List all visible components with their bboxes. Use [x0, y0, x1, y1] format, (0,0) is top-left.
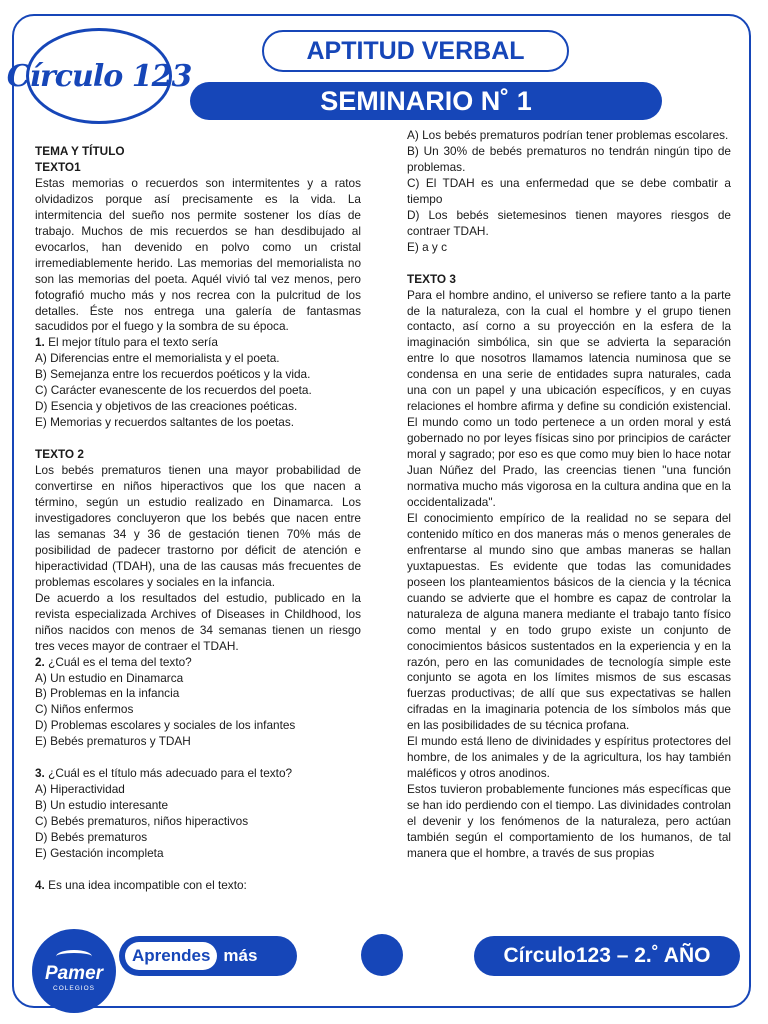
texto3-paragraph-1: Para el hombre andino, el universo se refiere tanto a la parte de la naturaleza, con la cual el hombre y el grupo tienen contacto, así corno a su proyección en la esfera de la imaginación simbólica, sin que se advierta la separación entre lo que nosotros llamamos latencia numinosa que se condensa en una serie de entidades supra naturales, cada una con un papel y una ubicación específicos, y en cuyas relaciones el hombre afirma y define su condición existencial. El mundo como un todo pertenece a un orden moral y está gobernado no por leyes físicas sino por principios de carácter moral y sagrado; por eso es que como muy bien lo hace notar Juan Núñez del Prado, las creencias tienen "una función normativa mucho más vigorosa en la cultura andina que en la occidentalizada".: [407, 287, 731, 509]
question-4-text: Es una idea incompatible con el texto:: [44, 877, 247, 892]
pamer-brand: Pamer: [44, 963, 104, 984]
q1-option-d: D) Esencia y objetivos de las creaciones poéticas.: [35, 399, 298, 414]
q4-option-a: A) Los bebés prematuros podrían tener problemas escolares.: [407, 128, 729, 142]
question-1-text: El mejor título para el texto sería: [44, 335, 218, 350]
q1-option-e: E) Memorias y recuerdos saltantes de los poetas.: [35, 415, 294, 430]
q2-option-a: A) Un estudio en Dinamarca: [35, 670, 184, 685]
q2-option-d: D) Problemas escolares y sociales de los infantes: [35, 718, 296, 733]
texto3-paragraph-2: El conocimiento empírico de la realidad no se separa del contenido mítico en dos maneras más o menos generales de enfrentarse al mundo sino que ambas maneras se hallan yuxtapuestas. Es evidente que todas las comunidades poseen los planteamientos básicos de la ciencia y la técnica cuando se advierte que el hombre es capaz de controlar la naturaleza de alguna manera mediante el trabajo tanto físico como mental y en todo grupo existe un conjunto de conocimientos básicos sustentados en la experiencia y en la razón, pero en las comunidades de tecnología simple este conjunto se agota en los límites mismos de sus escasas fuerzas productivas; de allí que sus expectativas se hallen cifradas en la imaginaria potencia de los símbolos más que en las posibilidades de su técnica profana.: [407, 510, 731, 733]
q3-option-d: D) Bebés prematuros: [35, 830, 148, 845]
grade-label: Círculo123 – 2.˚ AÑO: [474, 936, 740, 976]
texto3-paragraph-3: El mundo está lleno de divinidades y espíritus protectores del hombre, de los animales y de la agricultura, los hay también maléficos y otros anodinos.: [407, 734, 731, 781]
q4-option-b: B) Un 30% de bebés prematuros no tendrán ningún tipo de problemas.: [407, 143, 731, 174]
page-marker-dot: [361, 934, 403, 976]
seminar-title: SEMINARIO N˚ 1: [190, 82, 662, 120]
mas-label: más: [223, 946, 258, 965]
question-2-number: 2.: [35, 654, 45, 669]
q4-option-e: E) a y c: [407, 239, 447, 254]
question-3-text: ¿Cuál es el título más adecuado para el texto?: [44, 766, 293, 781]
question-1-number: 1.: [35, 335, 45, 350]
question-2-text: ¿Cuál es el tema del texto?: [44, 654, 192, 669]
texto2-passage-2: De acuerdo a los resultados del estudio, publicado en la revista especializada Archives of Diseases in Childhood, los niños nacidos con menos de 34 semanas tienen un riesgo tres veces mayor de contraer el TDAH.: [35, 590, 361, 653]
q2-option-c: C) Niños enfermos: [35, 702, 134, 717]
q4-option-c: C) El TDAH es una enfermedad que se debe combatir a tiempo: [407, 175, 731, 206]
question-3: [35, 766, 361, 782]
q2-option-b: B) Problemas en la infancia: [35, 686, 180, 701]
q3-option-c: C) Bebés prematuros, niños hiperactivos: [35, 814, 249, 829]
pamer-sub: COLEGIOS: [53, 985, 95, 992]
right-column: [407, 128, 731, 862]
aprendes-mas-badge: [119, 936, 297, 976]
texto2-heading: TEXTO 2: [35, 447, 84, 462]
subject-title: APTITUD VERBAL: [262, 30, 569, 72]
texto3-paragraph-4: Estos tuvieron probablemente funciones más específicas que se han ido perdiendo con el tiempo. Las divinidades controlan el devenir y los fenómenos de la naturaleza, pero actúan también según el comportamiento de los humanos, de tal manera que el hombre, a través de sus propias: [407, 782, 731, 860]
question-2: [35, 655, 361, 671]
q1-option-a: A) Diferencias entre el memorialista y el poeta.: [35, 351, 280, 366]
logo-text: Círculo 123: [6, 58, 192, 94]
pamer-arc-icon: [56, 950, 92, 963]
question-1: [35, 335, 361, 351]
texto2-passage-1: Los bebés prematuros tienen una mayor probabilidad de convertirse en niños hiperactivos que los que nacen a término, según un estudio realizado en Dinamarca. Los investigadores concluyeron que los bebés que nacen entre las semanas 34 y 36 de gestación tienen 70% más de posibilidad de padecer trastorno por déficit de atención e hiperactividad (TDAH), una de las causas más frecuentes de problemas escolares y sociales en la infancia.: [35, 463, 361, 589]
q1-option-b: B) Semejanza entre los recuerdos poéticos y la vida.: [35, 367, 311, 382]
q2-option-e: E) Bebés prematuros y TDAH: [35, 734, 191, 749]
aprendes-label: Aprendes: [125, 942, 217, 970]
q4-option-d: D) Los bebés sietemesinos tienen mayores riesgos de contraer TDAH.: [407, 207, 731, 238]
left-column: [35, 128, 361, 894]
q3-option-e: E) Gestación incompleta: [35, 846, 164, 861]
q3-option-a: A) Hiperactividad: [35, 782, 125, 797]
texto1-heading: TEXTO1: [35, 159, 81, 174]
section-title: TEMA Y TÍTULO: [35, 144, 125, 158]
q1-option-c: C) Carácter evanescente de los recuerdos del poeta.: [35, 383, 312, 398]
pamer-logo: [32, 929, 116, 1013]
texto3-heading: TEXTO 3: [407, 271, 456, 286]
circulo-123-logo: [6, 28, 192, 124]
question-4-number: 4.: [35, 877, 45, 892]
question-3-number: 3.: [35, 766, 45, 781]
question-4: [35, 878, 361, 894]
texto1-passage: Estas memorias o recuerdos son intermitentes y a ratos olvidadizos porque así precisamente es la vida. La intermitencia del sueño nos permite sostener los días de trabajo. Muchos de mis recuerdos se han desdibujado al evocarlos, han devenido en polvo como un cristal irremediablemente herido. Las memorias del memorialista no son las memorias del poeta. Aquél vivió tal vez menos, pero fotografió mucho más y nos recrea con la pulcritud de los detalles. Éste nos entrega una galería de fantasmas sacudidos por el fuego y la sombra de su época.: [35, 175, 361, 334]
q3-option-b: B) Un estudio interesante: [35, 798, 169, 813]
